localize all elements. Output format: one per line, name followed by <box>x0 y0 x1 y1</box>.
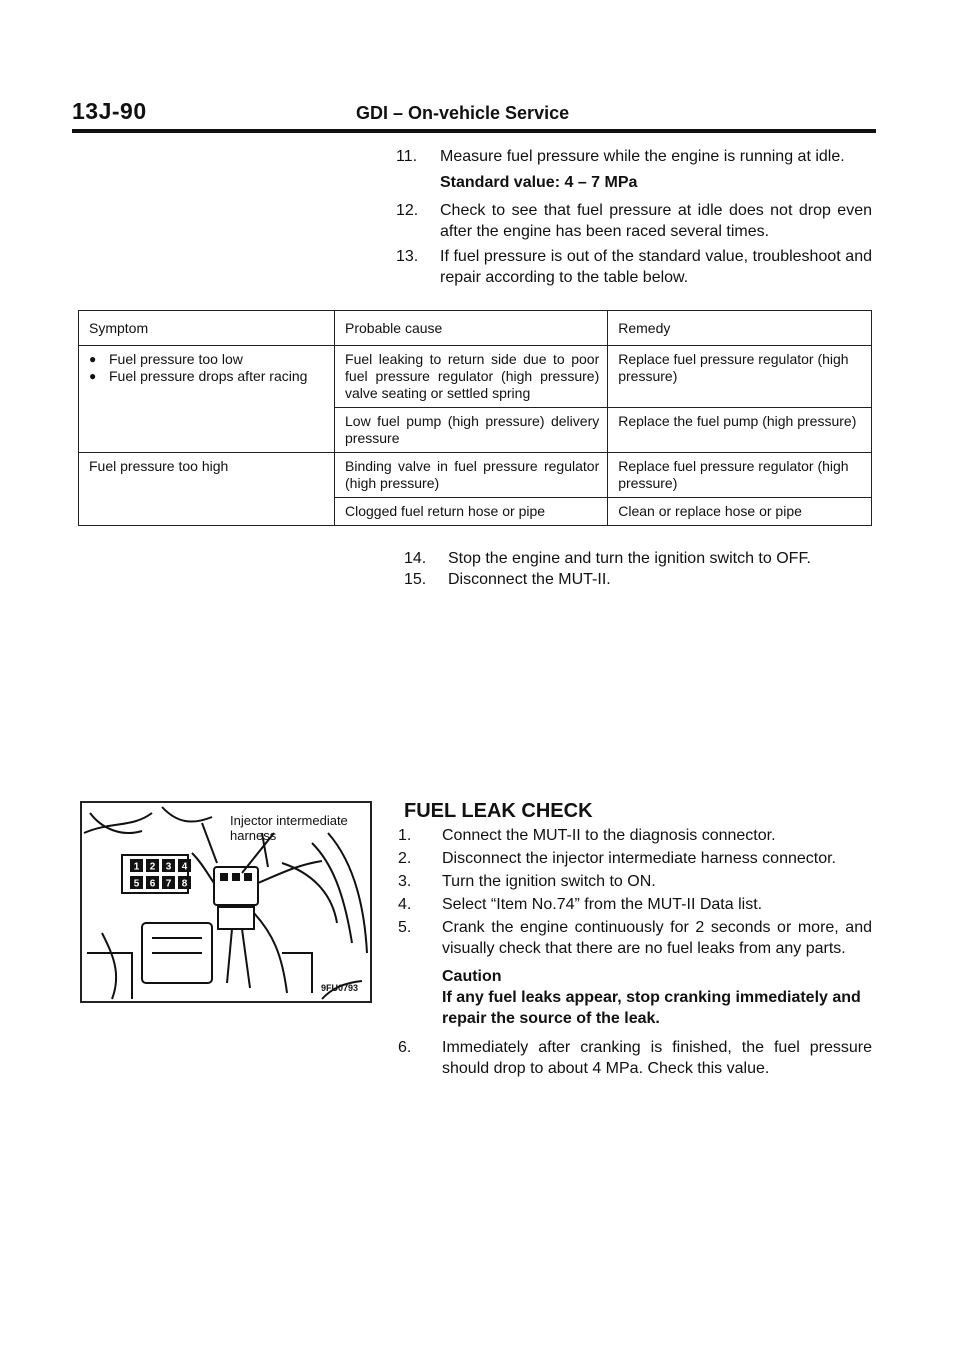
step-12 <box>396 200 872 242</box>
remedy-cell: Replace fuel pressure regulator (high pressure) <box>608 346 872 408</box>
caution-block <box>398 966 872 1029</box>
step-number: 4. <box>398 896 412 913</box>
leak-step-6 <box>398 1037 872 1079</box>
step-text: Connect the MUT-II to the diagnosis connector. <box>442 827 776 844</box>
symptom-item <box>89 368 326 385</box>
fuel-leak-check-heading: FUEL LEAK CHECK <box>404 800 593 822</box>
page-number: 13J-90 <box>72 98 147 124</box>
connector-pin-number: 1 <box>133 861 140 873</box>
step-text: Select “Item No.74” from the MUT-II Data list. <box>442 896 763 913</box>
step-text: Disconnect the injector intermediate harness connector. <box>442 850 836 867</box>
connector-pin-number: 3 <box>165 861 172 873</box>
table-row <box>79 453 872 498</box>
remedy-cell: Replace fuel pressure regulator (high pressure) <box>608 453 872 498</box>
step-text: Disconnect the MUT-II. <box>448 571 611 588</box>
step-number: 14. <box>404 550 427 567</box>
harness-callout <box>230 813 348 843</box>
troubleshooting-table <box>78 310 872 526</box>
step-text: Crank the engine continuously for 2 seconds or more, and visually check that there are no fuel leaks from any parts. <box>442 919 872 957</box>
procedure-steps-mid <box>404 548 874 590</box>
step-11 <box>396 146 872 167</box>
cause-cell: Clogged fuel return hose or pipe <box>335 498 608 526</box>
step-number: 11. <box>396 148 418 165</box>
symptom-text: Fuel pressure drops after racing <box>109 368 308 384</box>
symptom-item <box>89 351 326 368</box>
step-text: If fuel pressure is out of the standard value, troubleshoot and repair according to the table below. <box>440 248 872 286</box>
step-text: Check to see that fuel pressure at idle does not drop even after the engine has been raced several times. <box>440 202 872 240</box>
column-header-cause: Probable cause <box>335 311 608 346</box>
cause-cell: Low fuel pump (high pressure) delivery pressure <box>335 408 608 453</box>
step-15 <box>404 569 874 590</box>
step-number: 2. <box>398 850 412 867</box>
bullet-icon: ● <box>89 352 97 366</box>
connector-pin-number: 4 <box>181 861 188 873</box>
connector-pin-number: 7 <box>165 878 172 890</box>
step-number: 6. <box>398 1039 412 1056</box>
step-number: 1. <box>398 827 412 844</box>
leak-step-5 <box>398 917 872 959</box>
step-text: Turn the ignition switch to ON. <box>442 873 656 890</box>
leak-step-4 <box>398 894 872 915</box>
callout-line-1: Injector intermediate <box>230 813 348 828</box>
standard-value: Standard value: 4 – 7 MPa <box>440 174 638 191</box>
step-text: Measure fuel pressure while the engine is running at idle. <box>440 148 845 165</box>
leak-step-3 <box>398 871 872 892</box>
leak-step-1 <box>398 825 872 846</box>
table-row <box>79 346 872 408</box>
connector-pin-number: 2 <box>149 861 156 873</box>
step-text: Stop the engine and turn the ignition switch to OFF. <box>448 550 811 567</box>
harness-illustration <box>80 801 372 1003</box>
step-13 <box>396 246 872 288</box>
figure-code: 9FU0793 <box>320 983 358 993</box>
remedy-cell: Clean or replace hose or pipe <box>608 498 872 526</box>
table-header-row <box>79 311 872 346</box>
fuel-leak-steps <box>398 825 872 1081</box>
connector-pin-number: 5 <box>133 878 140 890</box>
symptom-cell: Fuel pressure too high <box>79 453 335 526</box>
leak-step-2 <box>398 848 872 869</box>
section-title: GDI – On-vehicle Service <box>356 103 570 123</box>
step-number: 15. <box>404 571 427 588</box>
header-rule <box>72 129 876 133</box>
step-number: 13. <box>396 248 419 265</box>
cause-cell: Binding valve in fuel pressure regulator (high pressure) <box>335 453 608 498</box>
bullet-icon: ● <box>89 369 97 383</box>
procedure-steps-top <box>396 146 872 292</box>
caution-title: Caution <box>442 968 502 985</box>
step-number: 12. <box>396 202 419 219</box>
step-number: 5. <box>398 919 412 936</box>
column-header-symptom: Symptom <box>79 311 335 346</box>
symptom-cell <box>79 346 335 453</box>
cause-cell: Fuel leaking to return side due to poor fuel pressure regulator (high pressure) valve seating or settled spring <box>335 346 608 408</box>
caution-text: If any fuel leaks appear, stop cranking immediately and repair the source of the leak. <box>442 989 861 1027</box>
step-text: Immediately after cranking is finished, the fuel pressure should drop to about 4 MPa. Check this value. <box>442 1039 872 1077</box>
step-14 <box>404 548 874 569</box>
connector-pin-number: 6 <box>149 878 156 890</box>
connector-pin-number: 8 <box>181 878 188 890</box>
callout-line-2: harness <box>230 828 277 843</box>
column-header-remedy: Remedy <box>608 311 872 346</box>
step-number: 3. <box>398 873 412 890</box>
remedy-cell: Replace the fuel pump (high pressure) <box>608 408 872 453</box>
symptom-text: Fuel pressure too low <box>109 351 243 367</box>
